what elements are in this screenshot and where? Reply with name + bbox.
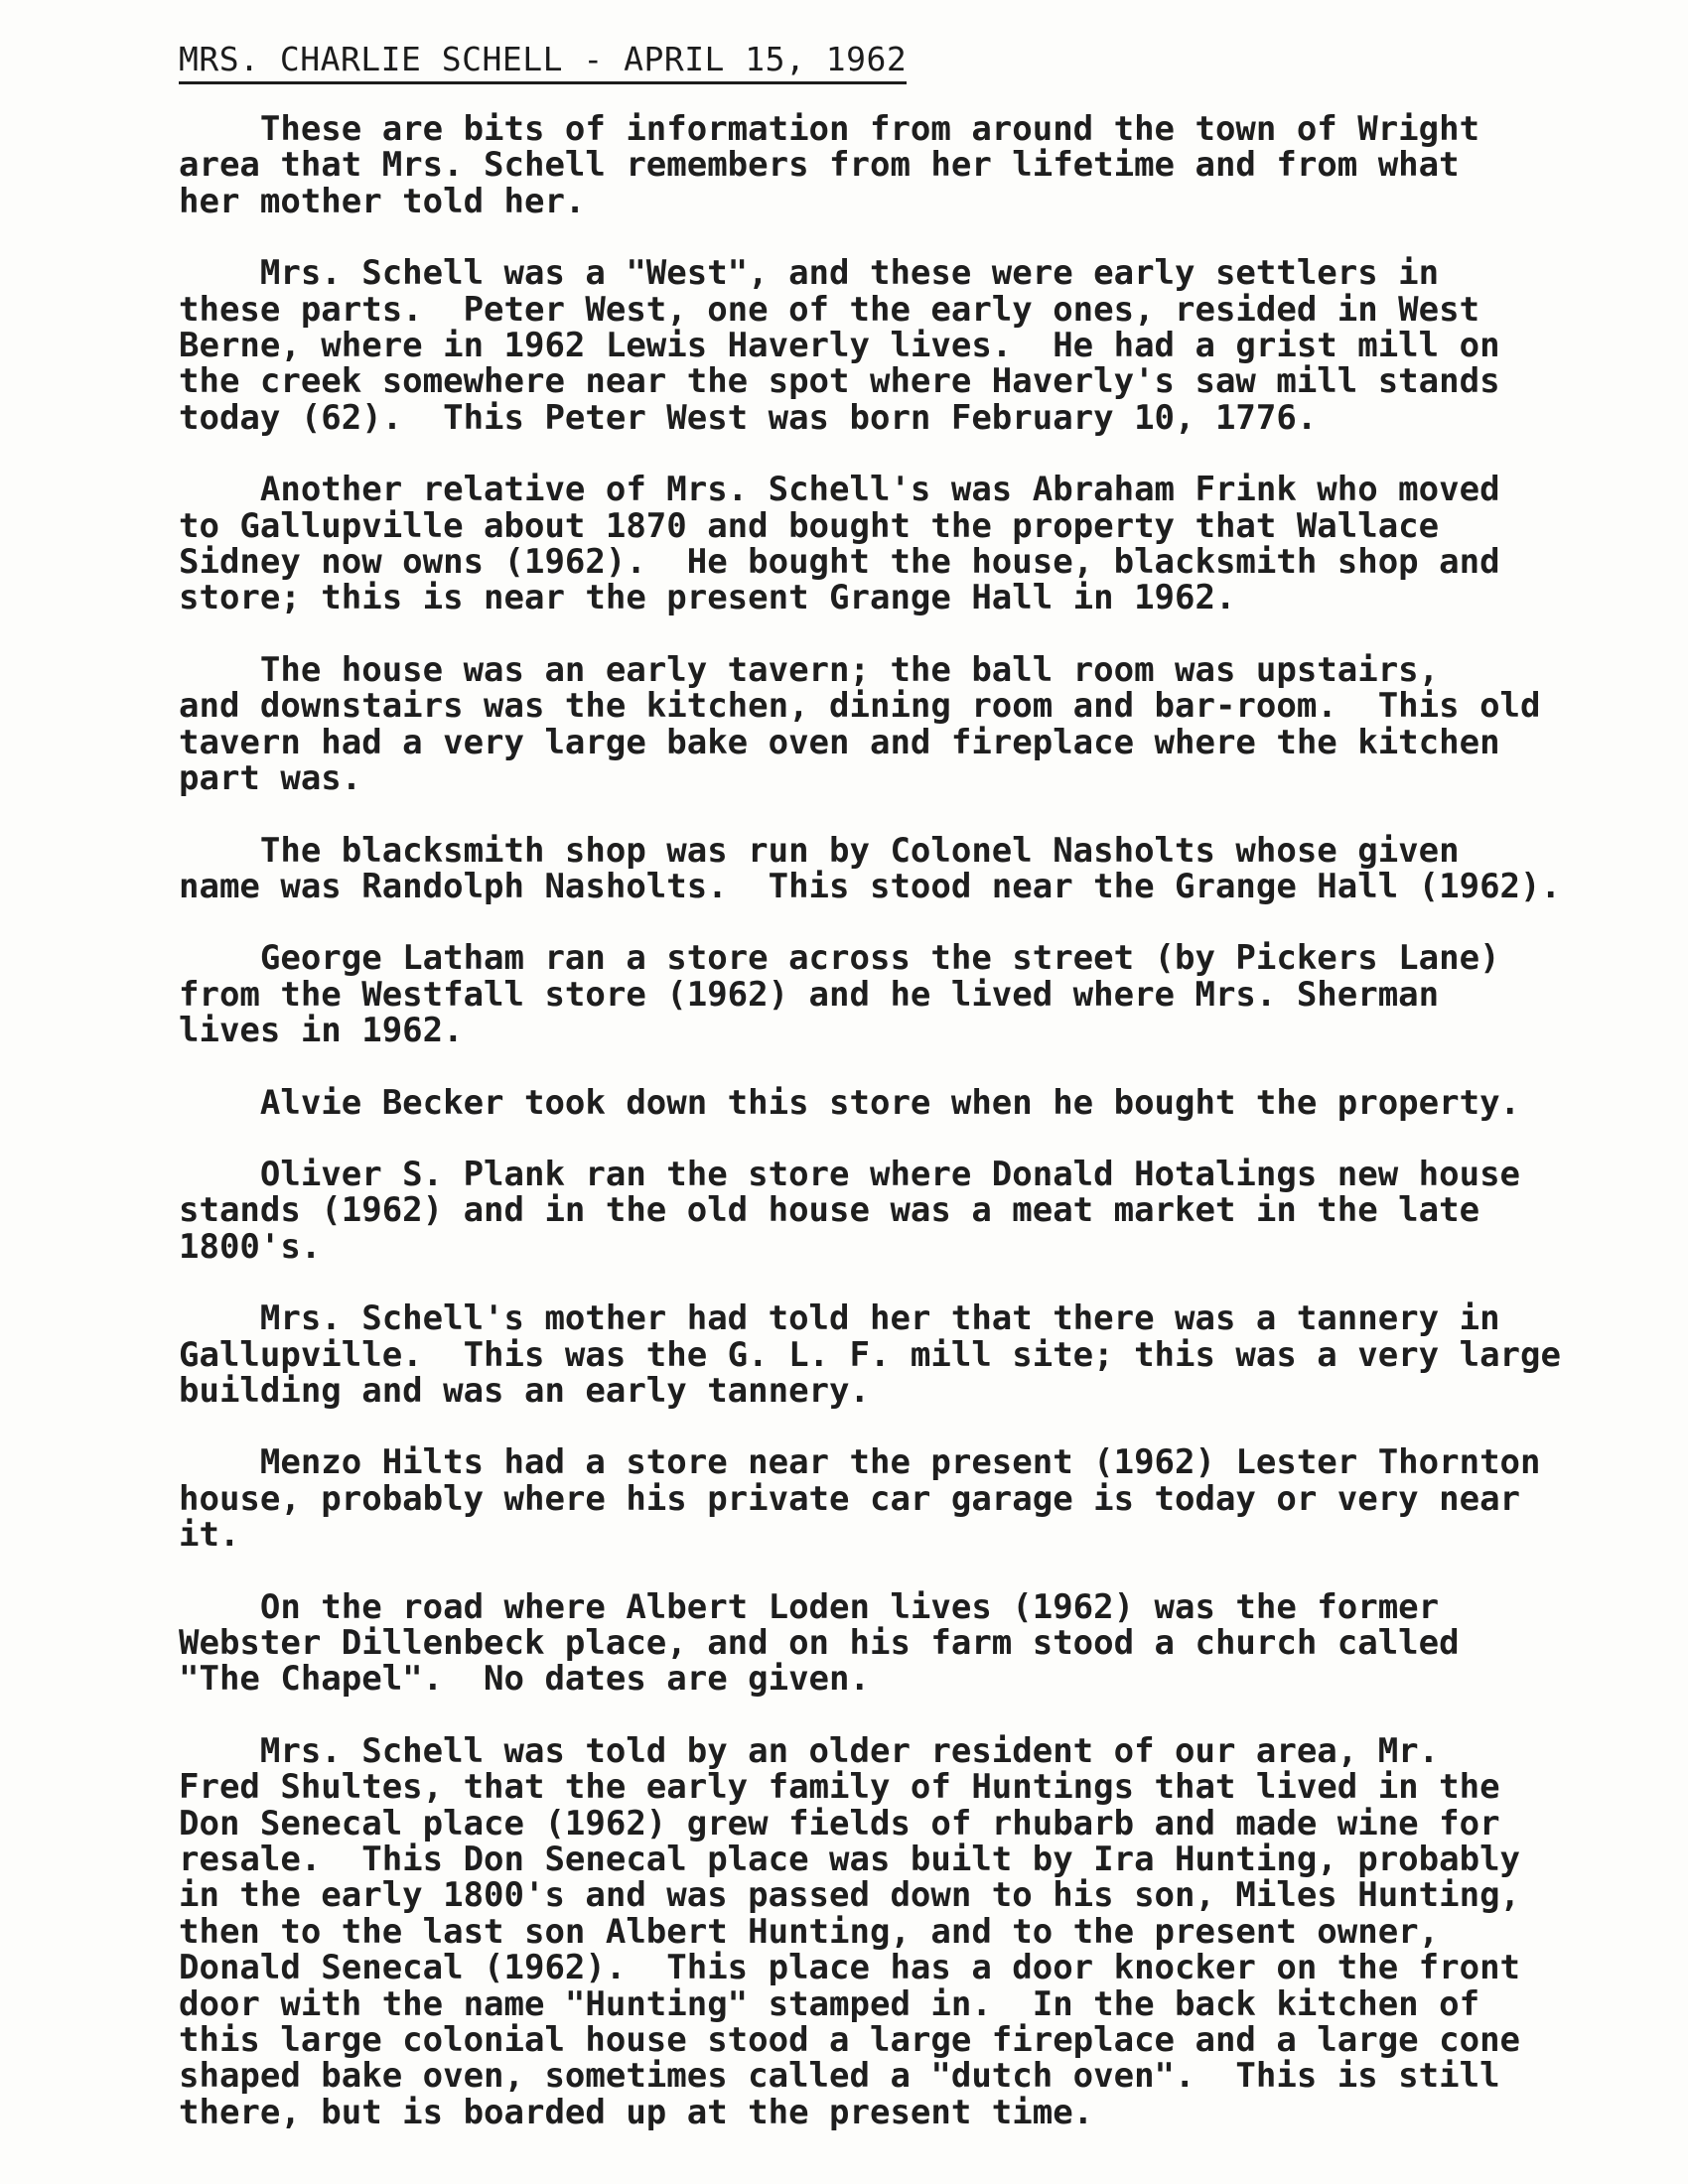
- text-line: and downstairs was the kitchen, dining room and bar-room. This old: [179, 686, 1541, 727]
- text-line: The house was an early tavern; the ball room was upstairs,: [179, 649, 1440, 690]
- text-line: Oliver S. Plank ran the store where Donald Hotalings new house: [179, 1154, 1521, 1194]
- text-line: Mrs. Schell was a "West", and these were early settlers in: [179, 253, 1440, 294]
- text-line: store; this is near the present Grange Hall in 1962.: [179, 578, 1236, 618]
- text-line: George Latham ran a store across the street (by Pickers Lane): [179, 938, 1500, 979]
- paragraph: [179, 649, 1628, 799]
- paragraph: [179, 472, 1628, 616]
- text-line: from the Westfall store (1962) and he lived where Mrs. Sherman: [179, 974, 1440, 1015]
- text-line: to Gallupville about 1870 and bought the property that Wallace: [179, 505, 1440, 546]
- text-line: then to the last son Albert Hunting, and to the present owner,: [179, 1911, 1440, 1952]
- paragraph: [179, 1300, 1628, 1409]
- text-line: building and was an early tannery.: [179, 1370, 870, 1411]
- text-line: On the road where Albert Loden lives (1962) was the former: [179, 1586, 1440, 1627]
- text-line: Sidney now owns (1962). He bought the house, blacksmith shop and: [179, 542, 1500, 583]
- paragraph: [179, 1730, 1628, 2132]
- text-line: house, probably where his private car garage is today or very near: [179, 1478, 1521, 1519]
- text-line: 1800's.: [179, 1226, 322, 1267]
- document-heading: MRS. CHARLIE SCHELL - APRIL 15, 1962: [179, 38, 907, 84]
- text-line: the creek somewhere near the spot where Haverly's saw mill stands: [179, 361, 1500, 402]
- text-line: Donald Senecal (1962). This place has a door knocker on the front: [179, 1948, 1521, 1988]
- text-line: Webster Dillenbeck place, and on his farm stood a church called: [179, 1623, 1460, 1663]
- text-line: today (62). This Peter West was born February 10, 1776.: [179, 397, 1318, 438]
- text-line: Menzo Hilts had a store near the present (1962) Lester Thornton: [179, 1442, 1541, 1483]
- paragraph: [179, 1586, 1628, 1700]
- text-line: in the early 1800's and was passed down to his son, Miles Hunting,: [179, 1875, 1521, 1916]
- text-line: name was Randolph Nasholts. This stood near the Grange Hall (1962).: [179, 866, 1561, 906]
- paragraph: [179, 1082, 1628, 1123]
- text-line: "The Chapel". No dates are given.: [179, 1659, 870, 1700]
- text-line: Mrs. Schell's mother had told her that there was a tannery in: [179, 1298, 1500, 1339]
- text-line: part was.: [179, 758, 362, 799]
- text-line: this large colonial house stood a large fireplace and a large cone: [179, 2020, 1521, 2061]
- text-line: resale. This Don Senecal place was built by Ira Hunting, probably: [179, 1840, 1521, 1880]
- paragraph: [179, 1154, 1628, 1267]
- text-line: area that Mrs. Schell remembers from her lifetime and from what: [179, 145, 1460, 186]
- text-line: lives in 1962.: [179, 1011, 464, 1051]
- text-line: The blacksmith shop was run by Colonel Nasholts whose given: [179, 830, 1460, 871]
- text-line: Fred Shultes, that the early family of Huntings that lived in the: [179, 1767, 1500, 1808]
- text-line: tavern had a very large bake oven and fireplace where the kitchen: [179, 722, 1500, 762]
- text-line: Mrs. Schell was told by an older resident of our area, Mr.: [179, 1730, 1440, 1771]
- text-line: Don Senecal place (1962) grew fields of rhubarb and made wine for: [179, 1803, 1500, 1843]
- text-line: her mother told her.: [179, 181, 586, 221]
- paragraph: [179, 830, 1628, 906]
- text-line: These are bits of information from around the town of Wright: [179, 109, 1480, 149]
- text-line: Alvie Becker took down this store when he bought the property.: [179, 1082, 1521, 1123]
- text-line: Gallupville. This was the G. L. F. mill site; this was a very large: [179, 1334, 1561, 1375]
- paragraph: [179, 255, 1628, 436]
- paragraph: [179, 1442, 1628, 1556]
- text-line: there, but is boarded up at the present time.: [179, 2092, 1094, 2132]
- text-line: it.: [179, 1515, 240, 1556]
- text-line: shaped bake oven, sometimes called a "dutch oven". This is still: [179, 2056, 1500, 2097]
- paragraph: [179, 111, 1628, 219]
- text-line: Another relative of Mrs. Schell's was Abraham Frink who moved: [179, 470, 1500, 510]
- document-body: [179, 111, 1628, 2166]
- text-line: stands (1962) and in the old house was a meat market in the late: [179, 1190, 1480, 1231]
- text-line: door with the name "Hunting" stamped in. In the back kitchen of: [179, 1983, 1480, 2024]
- text-line: Berne, where in 1962 Lewis Haverly lives. He had a grist mill on: [179, 326, 1500, 366]
- paragraph: [179, 938, 1628, 1051]
- text-line: these parts. Peter West, one of the early ones, resided in West: [179, 289, 1480, 330]
